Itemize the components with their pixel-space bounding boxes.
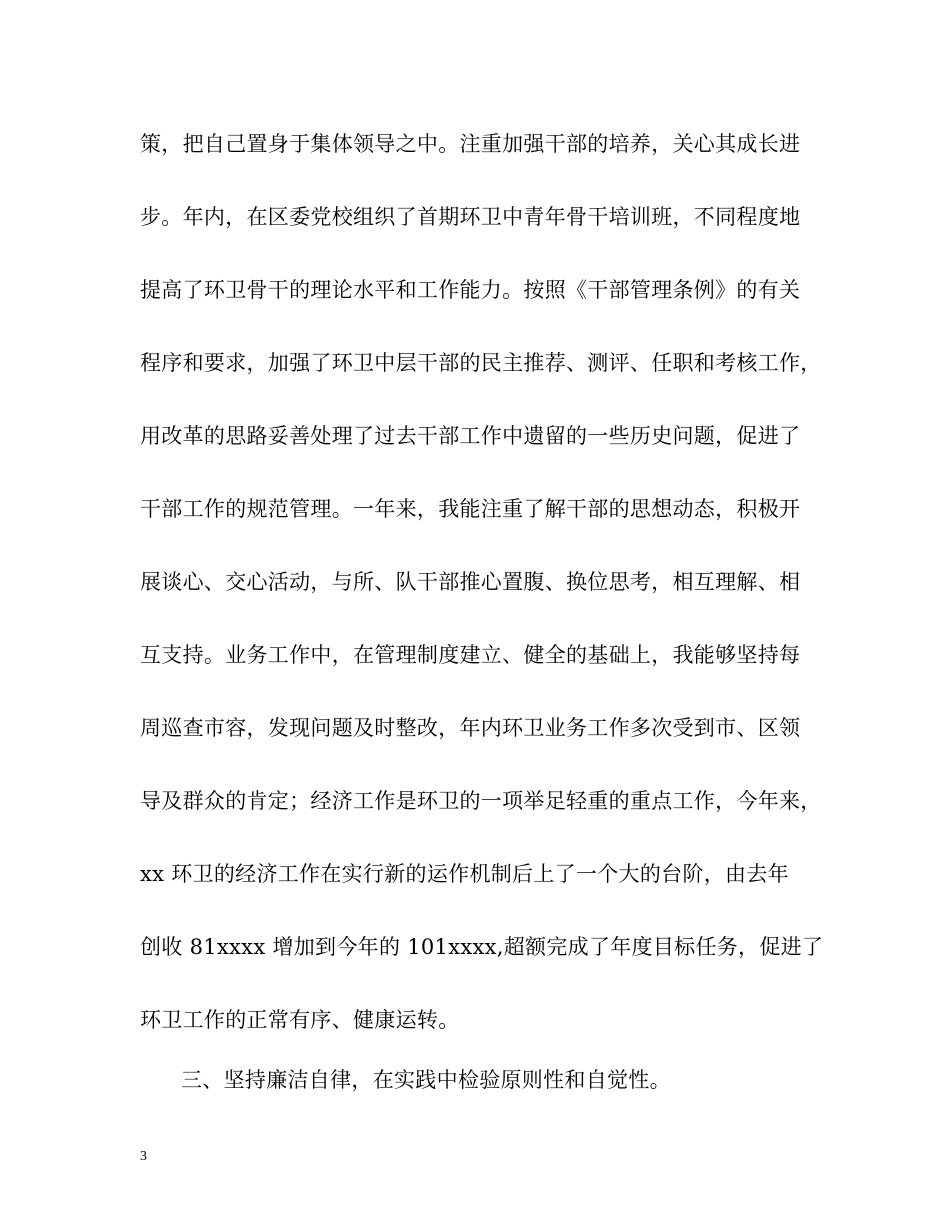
paragraph-line: 周巡查市容，发现问题及时整改，年内环卫业务工作多次受到市、区领 <box>140 716 801 740</box>
paragraph-line: 干部工作的规范管理。一年来，我能注重了解干部的思想动态，积极开 <box>140 497 801 521</box>
paragraph-line: 创收 81xxxx 增加到今年的 101xxxx,超额完成了年度目标任务，促进了 <box>140 935 824 959</box>
paragraph-line: 提高了环卫骨干的理论水平和工作能力。按照《干部管理条例》的有关 <box>140 278 801 302</box>
paragraph-line: 导及群众的肯定；经济工作是环卫的一项举足轻重的重点工作，今年来， <box>140 789 822 813</box>
paragraph-line: 程序和要求，加强了环卫中层干部的民主推荐、测评、任职和考核工作， <box>140 351 822 375</box>
paragraph-line: 用改革的思路妥善处理了过去干部工作中遗留的一些历史问题，促进了 <box>140 424 801 448</box>
paragraph-line: xx 环卫的经济工作在实行新的运作机制后上了一个大的台阶，由去年 <box>140 862 789 886</box>
paragraph-line: 互支持。业务工作中，在管理制度建立、健全的基础上，我能够坚持每 <box>140 643 801 667</box>
paragraph-line: 展谈心、交心活动，与所、队干部推心置腹、换位思考，相互理解、相 <box>140 570 801 594</box>
paragraph-line: 环卫工作的正常有序、健康运转。 <box>140 1008 460 1032</box>
section-heading: 三、坚持廉洁自律，在实践中检验原则性和自觉性。 <box>181 1068 671 1092</box>
paragraph-line: 策，把自己置身于集体领导之中。注重加强干部的培养，关心其成长进 <box>140 132 801 156</box>
paragraph-line: 步。年内，在区委党校组织了首期环卫中青年骨干培训班，不同程度地 <box>140 205 801 229</box>
page-number: 3 <box>140 1149 147 1164</box>
